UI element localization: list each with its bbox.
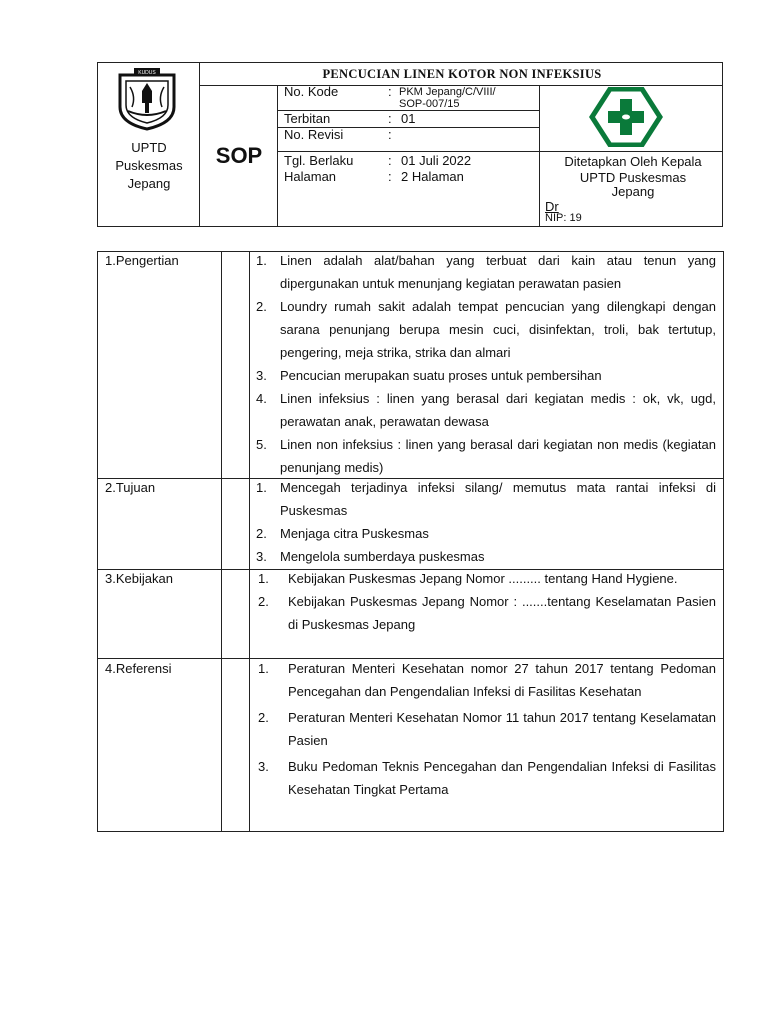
- list-item: [256, 476, 716, 522]
- no-kode-sep: :: [388, 84, 392, 99]
- item-number: 1.: [256, 480, 267, 495]
- list-item: [256, 545, 716, 568]
- list-item: [256, 433, 716, 479]
- item-number: 2.: [256, 526, 267, 541]
- tgl-berlaku-value: 01 Juli 2022: [401, 153, 472, 168]
- tujuan-list: [256, 476, 716, 568]
- list-item: [258, 657, 716, 703]
- org-line: UPTD: [131, 140, 167, 155]
- item-number: 2.: [256, 299, 267, 314]
- terbitan-sep: :: [388, 111, 392, 126]
- terbitan-value: 01: [401, 111, 416, 126]
- regency-emblem-logo: [112, 67, 182, 131]
- referensi-list: [258, 657, 716, 801]
- no-revisi-label: No. Revisi: [284, 127, 344, 142]
- halaman-sep: :: [388, 169, 392, 184]
- item-text: Linen non infeksius : linen yang berasal dari kegiatan non medis (kegiatan penunjang medis): [280, 437, 716, 475]
- item-number: 4.: [256, 391, 267, 406]
- section-title-pengertian: 1.Pengertian: [105, 253, 179, 268]
- organization-name: [98, 139, 200, 193]
- halaman-value: 2 Halaman: [401, 169, 464, 184]
- sop-content-table: [97, 251, 724, 832]
- list-item: [258, 567, 716, 590]
- puskesmas-logo: [588, 87, 664, 147]
- list-item: [258, 755, 716, 801]
- item-number: 3.: [258, 759, 269, 774]
- item-number: 2.: [258, 594, 269, 609]
- item-text: Mengelola sumberdaya puskesmas: [280, 549, 485, 564]
- item-text: Loundry rumah sakit adalah tempat pencucian yang dilengkapi dengan sarana penunjang berupa mesin cuci, disinfektan, troli, bak tertutup, pengering, meja strika, strika dan almari: [280, 299, 716, 360]
- sop-header-table: [97, 62, 723, 227]
- item-number: 1.: [256, 253, 267, 268]
- halaman-label: Halaman: [284, 169, 337, 184]
- org-line: Puskesmas: [115, 158, 183, 173]
- section-title-tujuan: 2.Tujuan: [105, 480, 156, 495]
- item-text: Linen infeksius : linen yang berasal dari kegiatan medis : ok, vk, ugd, perawatan anak, perawatan dewasa: [280, 391, 716, 429]
- section-title-referensi: 4.Referensi: [105, 661, 172, 676]
- item-text: Kebijakan Puskesmas Jepang Nomor : .......tentang Keselamatan Pasien di Puskesmas Jepang: [288, 594, 716, 632]
- item-text: Kebijakan Puskesmas Jepang Nomor ......... tentang Hand Hygiene.: [288, 571, 678, 586]
- list-item: [256, 295, 716, 364]
- sop-label: SOP: [215, 143, 263, 168]
- list-item: [258, 590, 716, 636]
- item-number: 1.: [258, 661, 269, 676]
- item-text: Peraturan Menteri Kesehatan nomor 27 tahun 2017 tentang Pedoman Pencegahan dan Pengendalian Infeksi di Fasilitas Kesehatan: [288, 661, 716, 699]
- no-kode-value-line1: PKM Jepang/C/VIII/: [399, 86, 496, 98]
- no-kode-label: No. Kode: [284, 84, 339, 99]
- approval-nip: NIP: 19: [545, 212, 582, 224]
- item-text: Linen adalah alat/bahan yang terbuat dari kain atau tenun yang dipergunakan untuk menunjang kegiatan perawatan pasien: [280, 253, 716, 291]
- pengertian-list: [256, 249, 716, 479]
- no-kode-value-line2: SOP-007/15: [399, 98, 460, 110]
- item-number: 3.: [256, 549, 267, 564]
- list-item: [256, 364, 716, 387]
- no-revisi-sep: :: [388, 127, 392, 142]
- item-number: 2.: [258, 710, 269, 725]
- approval-line2: UPTD Puskesmas: [579, 170, 687, 185]
- document-title: PENCUCIAN LINEN KOTOR NON INFEKSIUS: [322, 67, 602, 81]
- item-number: 5.: [256, 437, 267, 452]
- list-item: [256, 387, 716, 433]
- section-title-kebijakan: 3.Kebijakan: [105, 571, 173, 586]
- item-text: Buku Pedoman Teknis Pencegahan dan Pengendalian Infeksi di Fasilitas Kesehatan Tingkat Pertama: [288, 759, 716, 797]
- tgl-berlaku-label: Tgl. Berlaku: [284, 153, 354, 168]
- list-item: [256, 522, 716, 545]
- item-number: 1.: [258, 571, 269, 586]
- item-number: 3.: [256, 368, 267, 383]
- tgl-berlaku-sep: :: [388, 153, 392, 168]
- approval-line1: Ditetapkan Oleh Kepala: [564, 154, 702, 169]
- terbitan-label: Terbitan: [284, 111, 331, 126]
- item-text: Peraturan Menteri Kesehatan Nomor 11 tahun 2017 tentang Keselamatan Pasien: [288, 710, 716, 748]
- org-line: Jepang: [127, 176, 171, 191]
- approval-name: Dr: [545, 199, 559, 214]
- logo-text: KUDUS: [138, 70, 156, 76]
- item-text: Menjaga citra Puskesmas: [280, 526, 429, 541]
- list-item: [256, 249, 716, 295]
- kebijakan-list: [258, 567, 716, 636]
- item-text: Pencucian merupakan suatu proses untuk pembersihan: [280, 368, 602, 383]
- approval-line3: Jepang: [611, 184, 655, 199]
- item-text: Mencegah terjadinya infeksi silang/ memutus mata rantai infeksi di Puskesmas: [280, 480, 716, 518]
- list-item: [258, 706, 716, 752]
